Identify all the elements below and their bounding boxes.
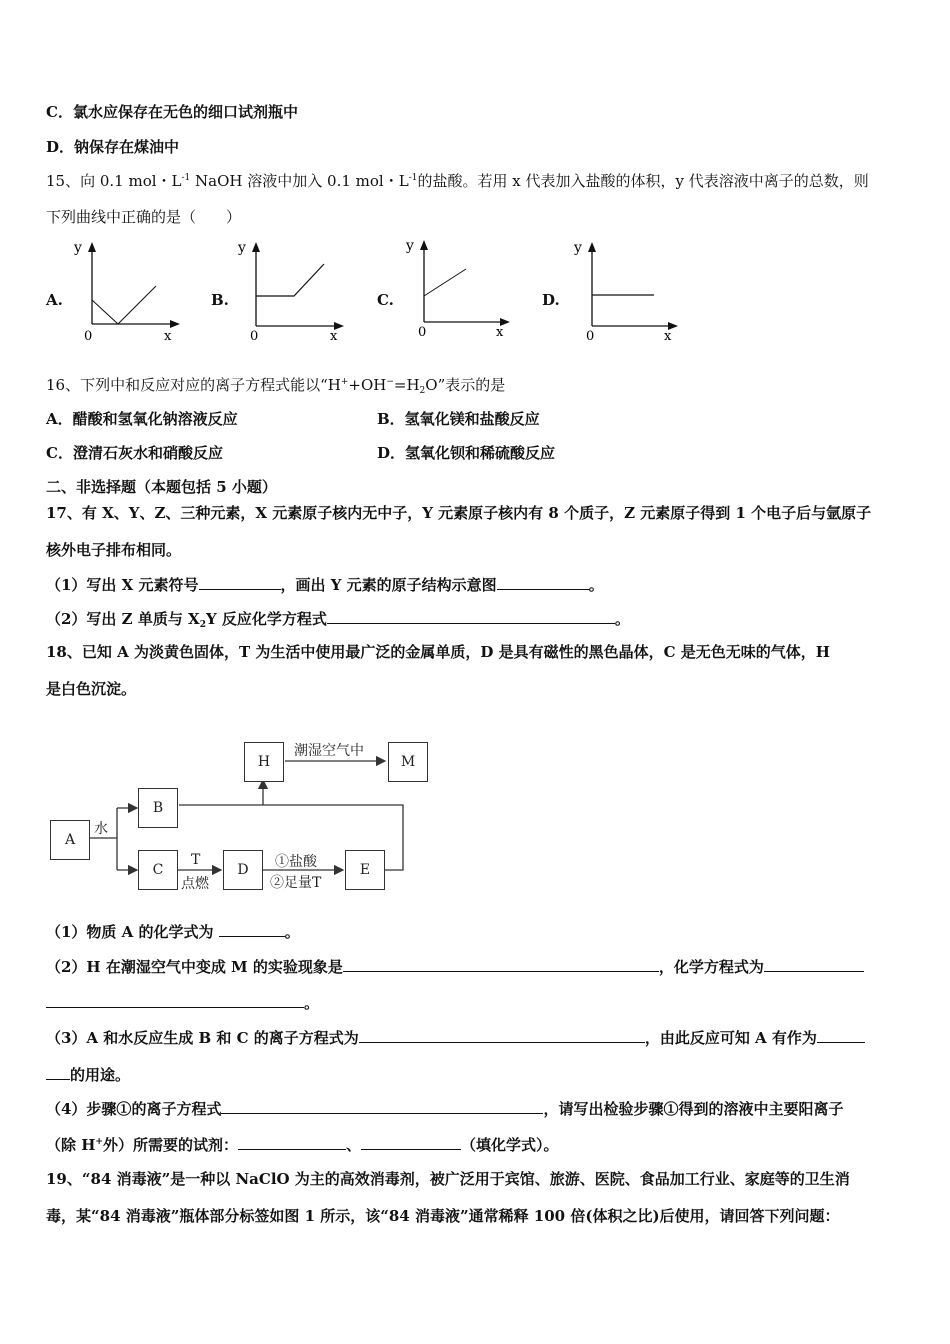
q18-text: （除 H (46, 1136, 96, 1154)
svg-text:x: x (664, 329, 672, 344)
q16-option-c: C．澄清石灰水和硝酸反应 (46, 444, 223, 462)
box-c: C (138, 850, 178, 890)
q17-text: （1）写出 X 元素符号 (46, 576, 199, 594)
q17-text: 。 (614, 610, 630, 628)
q15-text: NaOH 溶液中加入 0.1 mol・L (190, 172, 409, 190)
superscript: − (386, 377, 394, 387)
q19-stem-line2: 毒，某“84 消毒液”瓶体部分标签如图 1 所示，该“84 消毒液”通常稀释 100 倍(体积之比)后使用，请回答下列问题： (46, 1207, 840, 1225)
svg-text:0: 0 (418, 325, 427, 340)
box-m: M (388, 742, 428, 782)
subscript: 2 (199, 620, 206, 630)
q16-text: +OH (348, 376, 387, 394)
svg-text:y: y (406, 238, 414, 254)
superscript: -1 (408, 173, 418, 183)
answer-blank[interactable] (764, 956, 864, 972)
q18-text: 、 (345, 1136, 361, 1154)
q17-part2 (46, 608, 630, 629)
label-humid-air: 潮湿空气中 (294, 743, 364, 759)
label-ignite: 点燃 (181, 876, 209, 892)
box-h: H (244, 742, 284, 782)
q18-text: 外）所需要的试剂： (102, 1136, 238, 1154)
label-t: T (191, 852, 201, 868)
answer-blank[interactable] (219, 921, 285, 937)
section-heading: 二、非选择题（本题包括 5 小题） (46, 478, 277, 496)
reaction-flow-diagram (45, 730, 495, 895)
box-d: D (223, 850, 263, 890)
graph-b-flat-then-rise (232, 238, 352, 346)
superscript: -1 (181, 173, 191, 183)
answer-blank[interactable] (361, 1134, 461, 1150)
svg-text:y: y (238, 240, 246, 256)
svg-text:x: x (164, 329, 172, 344)
svg-text:0: 0 (84, 329, 93, 344)
subscript: 2 (419, 386, 426, 396)
q18-text: ，请写出检验步骤①得到的溶液中主要阳离子 (543, 1100, 844, 1118)
q18-text: ，由此反应可知 A 有作为 (644, 1029, 817, 1047)
q18-text: （1）物质 A 的化学式为 (46, 923, 219, 941)
q15-stem-line2: 下列曲线中正确的是（ ） (46, 208, 242, 226)
q18-text: ，化学方程式为 (658, 958, 764, 976)
superscript: + (95, 1137, 103, 1147)
q14-option-d: D．钠保存在煤油中 (46, 138, 180, 156)
q17-text: （2）写出 Z 单质与 X (46, 610, 200, 628)
q18-part3-line2 (46, 1064, 130, 1085)
q18-part1 (46, 921, 300, 942)
q18-part4-line1 (46, 1098, 843, 1119)
q18-stem-line2: 是白色沉淀。 (46, 680, 137, 698)
answer-blank[interactable] (817, 1027, 865, 1043)
q16-text: O”表示的是 (425, 376, 506, 394)
q15-option-c-label: C. (377, 291, 394, 309)
q15-text: 的盐酸。若用 x 代表加入盐酸的体积，y 代表溶液中离子的总数，则 (417, 172, 869, 190)
box-a: A (50, 820, 90, 860)
q15-option-a-label: A. (46, 291, 63, 309)
q17-stem-line2: 核外电子排布相同。 (46, 541, 182, 559)
q15-option-d-label: D. (542, 291, 560, 309)
q18-stem-line1: 18、已知 A 为淡黄色固体，T 为生活中使用最广泛的金属单质，D 是具有磁性的黑色晶体，C 是无色无味的气体，H (46, 643, 830, 661)
q17-stem-line1: 17、有 X、Y、Z、三种元素，X 元素原子核内无中子，Y 元素原子核内有 8 个质子，Z 元素原子得到 1 个电子后与氩原子 (46, 504, 872, 522)
q14-option-c: C．氯水应保存在无色的细口试剂瓶中 (46, 103, 298, 121)
answer-blank[interactable] (343, 956, 659, 972)
q18-text: （3）A 和水反应生成 B 和 C 的离子方程式为 (46, 1029, 359, 1047)
svg-text:y: y (74, 240, 82, 256)
q18-text: 。 (284, 923, 300, 941)
graph-c-rising-line (400, 236, 520, 344)
svg-text:y: y (574, 240, 582, 256)
box-e: E (345, 850, 385, 890)
q18-part2-line2 (46, 992, 319, 1013)
q16-stem (46, 375, 505, 395)
q15-option-b-label: B. (211, 291, 229, 309)
box-b: B (138, 788, 178, 828)
svg-text:x: x (330, 329, 338, 344)
q17-text: ，画出 Y 元素的原子结构示意图 (280, 576, 497, 594)
q17-text: 。 (588, 576, 604, 594)
label-step1: ①盐酸 (275, 854, 317, 870)
q18-part4-line2 (46, 1134, 559, 1155)
q16-text: 16、下列中和反应对应的离子方程式能以“H (46, 376, 341, 394)
q18-text: （填化学式）。 (460, 1136, 559, 1154)
q16-option-d: D．氢氧化钡和稀硫酸反应 (377, 444, 556, 462)
q15-stem-line1 (46, 171, 869, 191)
q18-text: （4）步骤①的离子方程式 (46, 1100, 222, 1118)
answer-blank[interactable] (327, 608, 615, 624)
q19-stem-line1: 19、“84 消毒液”是一种以 NaClO 为主的高效消毒剂，被广泛用于宾馆、旅游、医院、食品加工行业、家庭等的卫生消 (46, 1170, 850, 1188)
superscript: + (340, 377, 349, 387)
q17-text: Y 反应化学方程式 (205, 610, 327, 628)
q18-text: 。 (304, 994, 320, 1012)
answer-blank[interactable] (497, 574, 589, 590)
svg-text:0: 0 (586, 329, 595, 344)
label-step2: ②足量T (270, 875, 322, 891)
q15-text: 15、向 0.1 mol・L (46, 172, 182, 190)
answer-blank[interactable] (199, 574, 281, 590)
q18-part3-line1 (46, 1027, 865, 1048)
answer-blank[interactable] (238, 1134, 346, 1150)
q18-part2-line1 (46, 956, 864, 977)
label-water: 水 (94, 821, 108, 837)
q18-text: （2）H 在潮湿空气中变成 M 的实验现象是 (46, 958, 343, 976)
svg-text:x: x (496, 325, 504, 340)
svg-text:0: 0 (250, 329, 259, 344)
answer-blank[interactable] (46, 1064, 70, 1080)
q18-text: 的用途。 (70, 1066, 131, 1084)
answer-blank[interactable] (221, 1098, 543, 1114)
q16-option-a: A．醋酸和氢氧化钠溶液反应 (46, 410, 238, 428)
answer-blank[interactable] (46, 992, 304, 1008)
graph-d-horizontal-line (568, 238, 688, 346)
q16-option-b: B．氢氧化镁和盐酸反应 (377, 410, 540, 428)
q17-part1 (46, 574, 604, 595)
answer-blank[interactable] (359, 1027, 645, 1043)
graph-a-v-shape (66, 238, 186, 346)
q16-text: =H (393, 376, 420, 394)
